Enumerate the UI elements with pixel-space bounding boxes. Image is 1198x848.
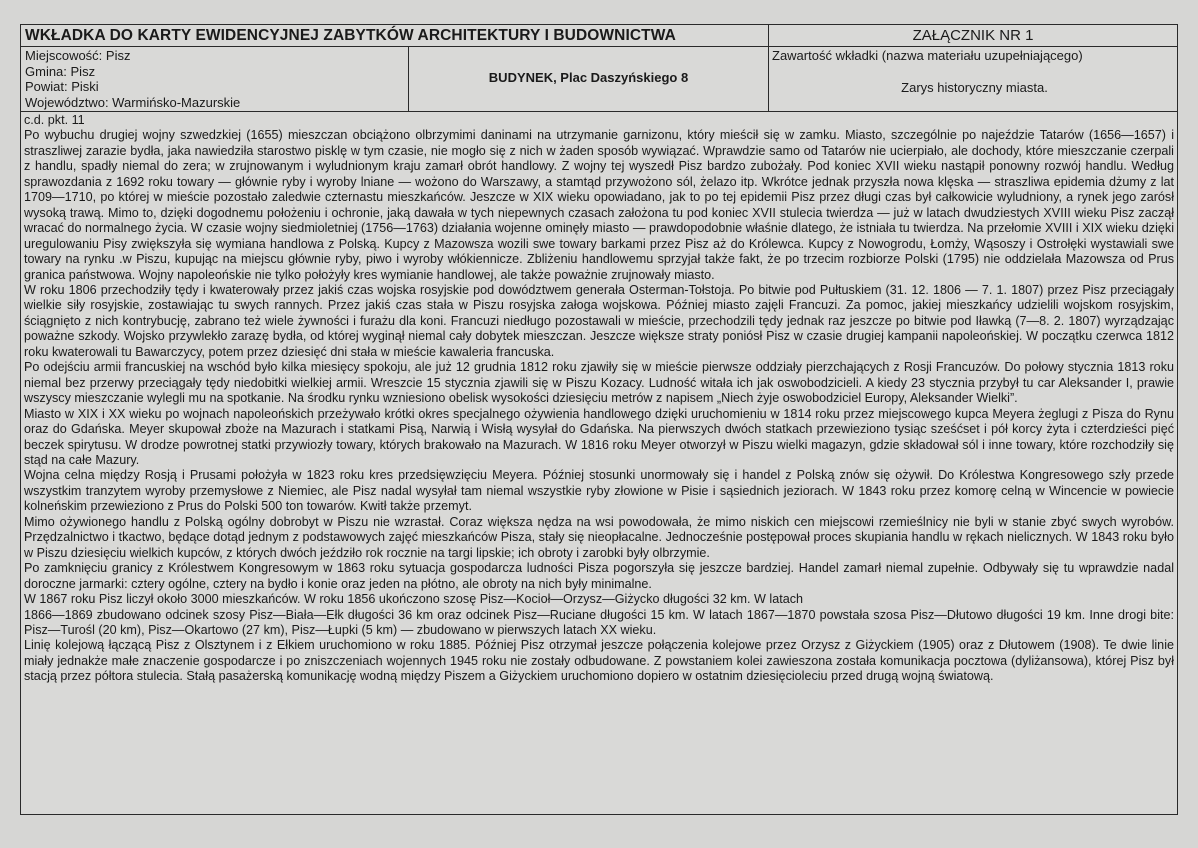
header-row <box>21 25 1177 47</box>
paragraph: Po odejściu armii francuskiej na wschód było kilka miesięcy spokoju, ale już 12 grudnia 1812 roku zjawiły się w mieście pierwsze oddziały pierzchających z Rosji Francuzów. Do połowy stycznia 1813 roku niemal bez przerwy przeciągały tędy niedobitki wielkiej armii. Wreszcie 15 stycznia zjawili się w Piszu Kozacy. Ludność witała ich jak oswobodzicieli. A kiedy 23 stycznia przybył tu car Aleksander I, prawie wszyscy mieszczanie wylegli mu na spotkanie. Na środku rynku wzniesiono obelisk wysokości dziesięciu metrów z napisem „Niech żyje oswobodziciel Europy, Aleksander Wielki”. <box>24 360 1174 406</box>
district-field: Powiat: Piski <box>25 79 99 95</box>
info-row <box>21 47 1177 112</box>
paragraph: Miasto w XIX i XX wieku po wojnach napoleońskich przeżywało krótki okres specjalnego ożywienia handlowego dzięki uruchomieniu w 1814 roku przez miejscowego kupca Meyera żeglugi z Pisza do Rynu oraz do Gdańska. Meyer skupował zboże na Mazurach i statkami Pisą, Narwią i Wisłą wysyłał do Gdańska. Na pierwszych dwóch statkach przewieziono tysiąc sześćset i pół korcy żyta i czterdzieści pięć beczek spirytusu. W drodze powrotnej statki przywiozły towary, których brakowało na Mazurach. W 1816 roku Meyer otworzył w Piszu wielki magazyn, gdzie składował sól i inne towary, które rozchodziły się stąd na całe Mazury. <box>24 406 1174 467</box>
paragraph: Mimo ożywionego handlu z Polską ogólny dobrobyt w Piszu nie wzrastał. Coraz większa nędza na wsi powodowała, że mimo niskich cen miejscowi rzemieślnicy nie byli w stanie zbyć swych wyrobów. Przędzalnictwo i tkactwo, będące dotąd jednym z podstawowych zajęć mieszkańców Pisza, stały się nieopłacalne. Jednocześnie postępował proces skupiania handlu w rękach nielicznych. W 1843 roku było w Piszu dziesięciu wielkich kupców, z których dwóch jeździło rok rocznie na targi lipskie; ich obroty i zarobki były olbrzymie. <box>24 514 1174 560</box>
town-field: Miejscowość: Pisz <box>25 48 131 63</box>
contents-block <box>769 47 1177 111</box>
province-field: Województwo: Warmińsko-Mazurskie <box>25 94 241 110</box>
continuation-note: c.d. pkt. 11 <box>24 113 85 127</box>
contents-label: Zawartość wkładki (nazwa materiału uzupełniającego) <box>772 48 1083 63</box>
record-card-insert <box>20 24 1178 815</box>
paragraph: W 1867 roku Pisz liczył około 3000 mieszkańców. W roku 1856 ukończono szosę Pisz—Kocioł—Orzysz—Giżycko długości 32 km. W latach <box>24 592 804 607</box>
location-block <box>21 47 409 111</box>
paragraph: Linię kolejową łączącą Pisz z Olsztynem i z Ełkiem uruchomiono w roku 1885. Później Pisz otrzymał jeszcze połączenia kolejowe przez Orzysz z Giżyckiem (1905) oraz z Dłutowem (1908). Te dwie linie miały jednakże małe znaczenie gospodarcze i po zniszczeniach wojennych 1945 roku nie zostały odbudowane. Z powstaniem kolei zawieszona została komunikacja pocztowa (dyliżansowa), której Pisz był stacją przez półtora stulecia. Stałą pasażerską komunikację wodną między Piszem a Giżyckiem uruchomiono dopiero w ostatnim dziesięcioleciu przed drugą wojną światową. <box>24 638 1174 684</box>
paragraph: Po wybuchu drugiej wojny szwedzkiej (1655) mieszczan obciążono olbrzymimi daninami na utrzymanie garnizonu, który mieścił się w zamku. Miasto, szczególnie po najeździe Tatarów (1656—1657) i straszliwej zarazie bydła, jaka nawiedziła starostwo pisklę w tym czasie, nie mogło się z nich w żaden sposób wywiązać. Wprawdzie samo od Tatarów nie ucierpiało, ale dochody, które mieszczanie czerpali z handlu, spadły niemal do zera; w zrujnowanym i wyludnionym kraju zamarł obrót handlowy. Z wojny tej wyszedł Pisz bardzo zubożały. Pod koniec XVII wieku nastąpił ponowny rozwój handlu. Według sprawozdania z 1692 roku towary — głównie ryby i wyroby lniane — wożono do Warszawy, a stamtąd przywożono sól, żelazo itp. Wkrótce jednak przyszła nowa klęska — straszliwa epidemia dżumy z lat 1709—1710, po której w mieście pozostało zaledwie czternastu mieszkańców. Jeszcze w XIX wieku opowiadano, jak to po tej epidemii Pisz przez długi czas był całkowicie wyludniony, a rynek jego zarósł wysoką trawą. Mimo to, dzięki dogodnemu położeniu i ochronie, jaką dawała w tych niepewnych czasach założona tu pod koniec XVII stulecia twierdza — już w latach dwudziestych XVIII wieku Pisz zaczął wracać do normalnego życia. W czasie wojny siedmioletniej (1756—1763) działania wojenne ominęły miasto — prawdopodobnie właśnie dlatego, że istniała tu twierdza. Na przełomie XVIII i XIX wieku dzięki uregulowaniu Pisy zwiększyła się wymiana handlowa z Polską. Kupcy z Mazowsza wozili swe towary barkami przez Pisz aż do Królewca. Kupcy z Nowogrodu, Łomży, Wąsoszy i Ostrołęki wystawiali swe towary na rynku .w Piszu, kupując na miejscu głównie ryby, piwo i wyroby włókiennicze. Zbliżeniu handlowemu sprzyjał także fakt, że po trzecim rozbiorze Polski (1795) nie oddzielała Mazowsza od Prus granica państwowa. Wojny napoleońskie nie tylko położyły kres wymianie handlowej, ale także poważnie zrujnowały miasto. <box>24 128 1174 282</box>
historical-text <box>24 113 1174 685</box>
paragraph: Wojna celna między Rosją i Prusami położyła w 1823 roku kres przedsięwzięciu Meyera. Później stosunki unormowały się i handel z Polską znów się ożywił. Do Królestwa Kongresowego szły przede wszystkim tranzytem wyroby przemysłowe z Niemiec, ale Pisz nadal wysyłał tam niemal wszystkie ryby złowione w Pisie i sąsiednich jeziorach. W 1843 roku przez komorę celną w Wincencie w powiecie kolneńskim przewieziono z Prus do Polski 500 ton towarów. Kwitł także przemyt. <box>24 468 1174 514</box>
paragraph: Po zamknięciu granicy z Królestwem Kongresowym w 1863 roku sytuacja gospodarcza ludności Pisza pogorszyła się jeszcze bardziej. Handel zamarł niemal zupełnie. Odbywały się tu wprawdzie nadal doroczne jarmarki: cztery ogólne, cztery na bydło i konie oraz jeden na płótno, ale obroty na nich były minimalne. <box>24 561 1174 591</box>
commune-field: Gmina: Pisz <box>25 63 96 79</box>
contents-value: Zarys historyczny miasta. <box>901 80 1048 95</box>
building-name: BUDYNEK, Plac Daszyńskiego 8 <box>409 47 769 111</box>
annex-label: ZAŁĄCZNIK NR 1 <box>912 27 1034 44</box>
paragraph: W roku 1806 przechodziły tędy i kwaterowały przez jakiś czas wojska rosyjskie pod dowództwem generała Osterman-Tołstoja. Po bitwie pod Pułtuskiem (31. 12. 1806 — 7. 1. 1807) przez Pisz przeciągały wielkie siły rosyjskie, zostawiając tu swych rannych. Przez jakiś czas stała w Piszu rosyjska załoga wojskowa. Później miasto zajęli Francuzi. Za pomoc, jakiej mieszkańcy udzielili wojskom rosyjskim, ściągnięto z nich kontrybucję, zabrano też wiele żywności i furażu dla koni. Francuzi niedługo pozostawali w mieście, przechodzili tędy jednak raz jeszcze po bitwie pod Iławką (7—8. 2. 1807) wyrządzając poważne szkody. Wojsko przywlekło zarazę bydła, od której wyginął niemal cały dobytek mieszczan. Jeszcze większe straty poniósł Pisz w czasie drugiej kampanii napoleońskiej. W początku czerwca 1812 roku kwaterowali tu Bawarczycy, potem przez dziesięć dni stała w mieście kawaleria francuska. <box>24 282 1174 359</box>
paragraph: 1866—1869 zbudowano odcinek szosy Pisz—Biała—Ełk długości 36 km oraz odcinek Pisz—Ruciane długości 15 km. W latach 1867—1870 powstała szosa Pisz—Dłutowo długości 19 km. Inne drogi bite: Pisz—Turośl (20 km), Pisz—Okartowo (27 km), Pisz—Łupki (5 km) — zbudowano w pierwszych latach XX wieku. <box>24 607 1174 637</box>
document-title: WKŁADKA DO KARTY EWIDENCYJNEJ ZABYTKÓW ARCHITEKTURY I BUDOWNICTWA <box>21 25 769 46</box>
